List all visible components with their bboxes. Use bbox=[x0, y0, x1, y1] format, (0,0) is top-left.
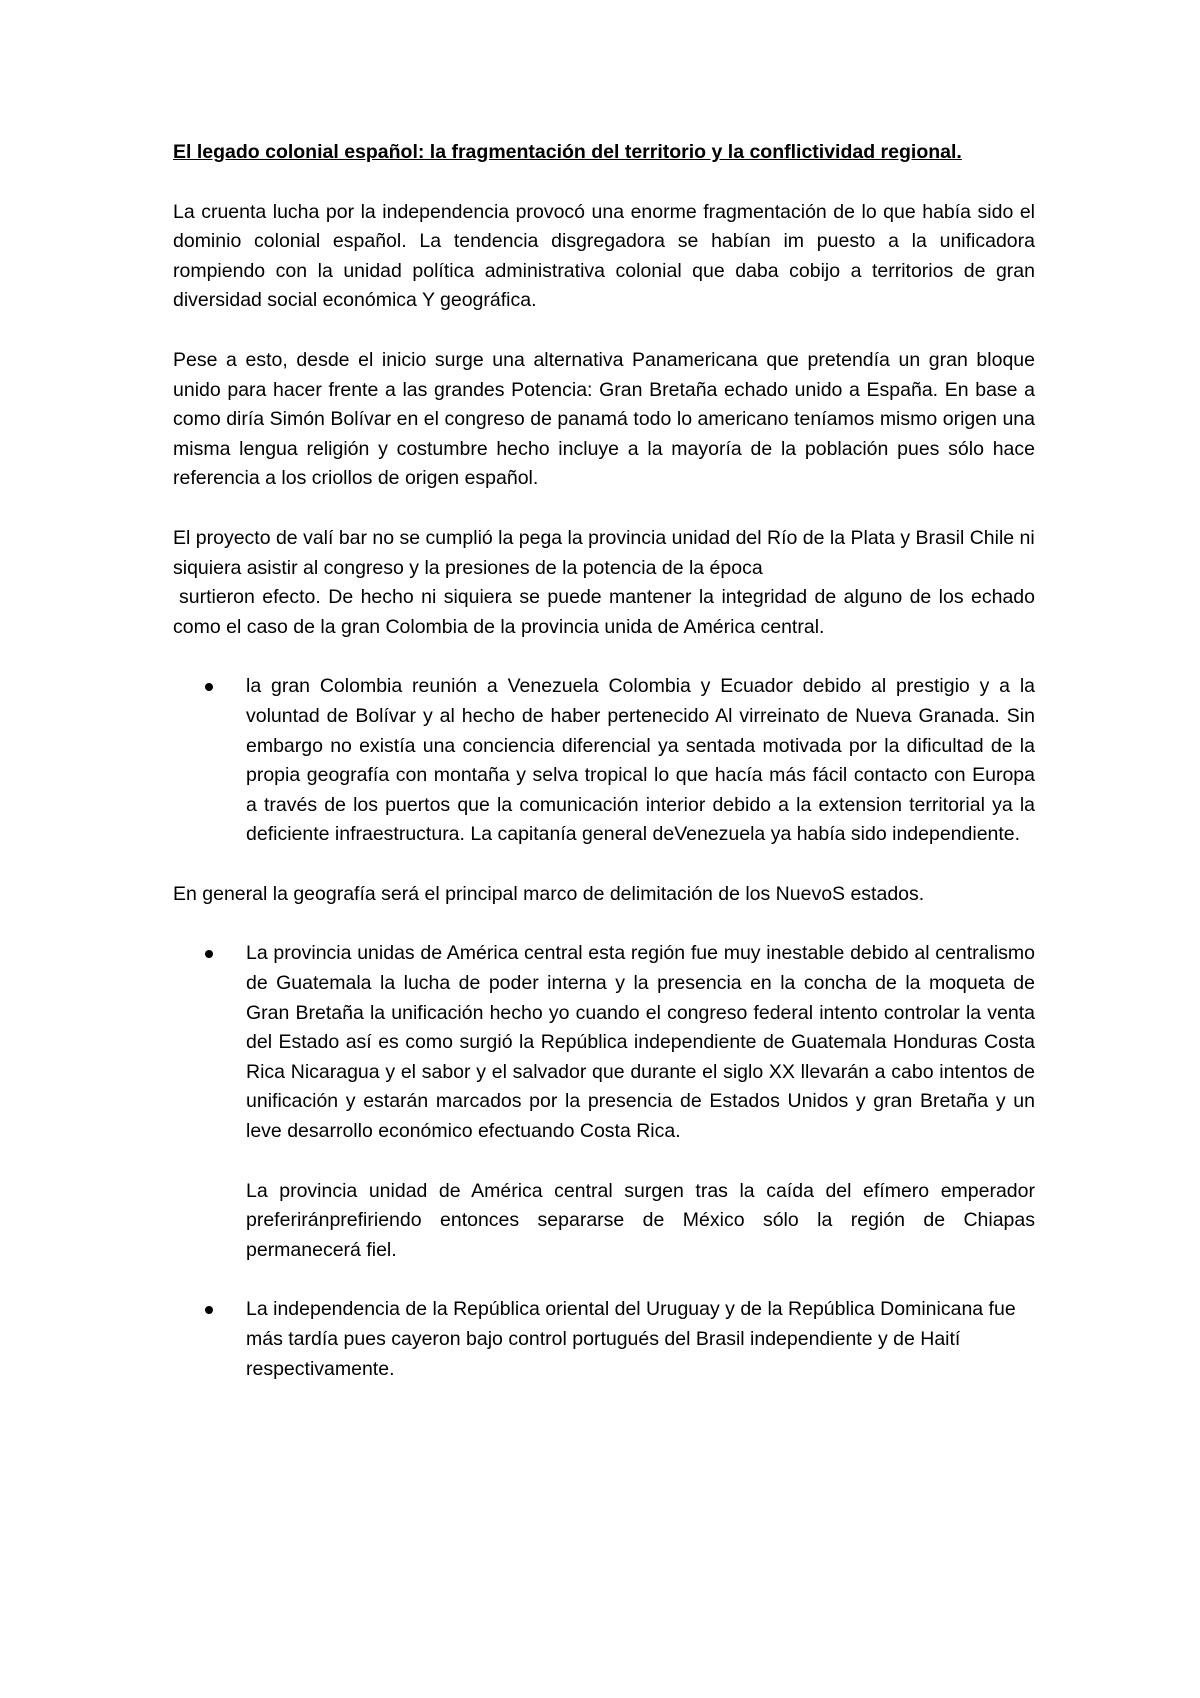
paragraph-panamericana: Pese a esto, desde el inicio surge una alternativa Panamericana que pretendía un gran bloque unido para hacer frente a las grandes Potencia: Gran Bretaña echado unido a España. En base a como diría Simón Bolívar en el congreso de panamá todo lo americano teníamos mismo origen una misma lengua religión y costumbre hecho incluye a la mayoría de la población pues sólo hace referencia a los criollos de origen español. bbox=[173, 348, 1035, 490]
list-item-gran-colombia bbox=[173, 672, 1035, 850]
list-item-text: la gran Colombia reunión a Venezuela Colombia y Ecuador debido al prestigio y a la voluntad de Bolívar y al hecho de haber pertenecido Al virreinato de Nueva Granada. Sin embargo no existía una conciencia diferencial ya sentada motivada por la dificultad de la propia geografía con montaña y selva tropical lo que hacía más fácil contacto con Europa a través de los puertos que la comunicación interior debido a la extension territorial ya la deficiente infraestructura. La capitanía general deVenezuela ya había sido independiente. bbox=[246, 675, 1035, 846]
bullet-icon bbox=[205, 950, 213, 958]
paragraph-geografia: En general la geografía será el principal marco de delimitación de los NuevoS estados. bbox=[173, 882, 925, 905]
bullet-icon bbox=[205, 1306, 213, 1314]
document-body bbox=[173, 138, 1035, 1384]
document-title: El legado colonial español: la fragmentación del territorio y la conflictividad regional. bbox=[173, 141, 962, 163]
list-item-text: La independencia de la República oriental del Uruguay y de la República Dominicana fue más tardía pues cayeron bajo control portugués del Brasil independiente y de Haití respectivamente. bbox=[246, 1298, 1016, 1380]
paragraph-proyecto-line1: El proyecto de valí bar no se cumplió la pega la provincia unidad del Río de la Plata y Brasil Chile ni siquiera asistir al congreso y la presiones de la potencia de la época bbox=[173, 526, 1035, 579]
paragraph-intro: La cruenta lucha por la independencia provocó una enorme fragmentación de lo que había sido el dominio colonial español. La tendencia disgregadora se habían im puesto a la unificadora rompiendo con la unidad política administrativa colonial que daba cobijo a territorios de gran diversidad social económica Y geográfica. bbox=[173, 200, 1035, 312]
sub-paragraph-america-central: La provincia unidad de América central surgen tras la caída del efímero emperador preferiránprefiriendo entonces separarse de México sólo la región de Chiapas permanecerá fiel. bbox=[246, 1179, 1035, 1261]
bullet-list-2 bbox=[173, 939, 1035, 1146]
list-item-america-central bbox=[173, 939, 1035, 1146]
list-item-text: La provincia unidas de América central esta región fue muy inestable debido al centralismo de Guatemala la lucha de poder interna y la presencia en la concha de la moqueta de Gran Bretaña la unificación hecho yo cuando el congreso federal intento controlar la venta del Estado así es como surgió la República independiente de Guatemala Honduras Costa Rica Nicaragua y el sabor y el salvador que durante el siglo XX llevarán a cabo intentos de unificación y estarán marcados por la presencia de Estados Unidos y gran Bretaña y un leve desarrollo económico efectuando Costa Rica. bbox=[246, 942, 1035, 1143]
bullet-list-1 bbox=[173, 672, 1035, 850]
bullet-list-3 bbox=[173, 1295, 1035, 1384]
list-item-uruguay-dominicana bbox=[173, 1295, 1035, 1384]
bullet-icon bbox=[205, 683, 213, 691]
paragraph-proyecto-line2: surtieron efecto. De hecho ni siquiera se puede mantener la integridad de alguno de los echado como el caso de la gran Colombia de la provincia unida de América central. bbox=[173, 586, 1035, 638]
